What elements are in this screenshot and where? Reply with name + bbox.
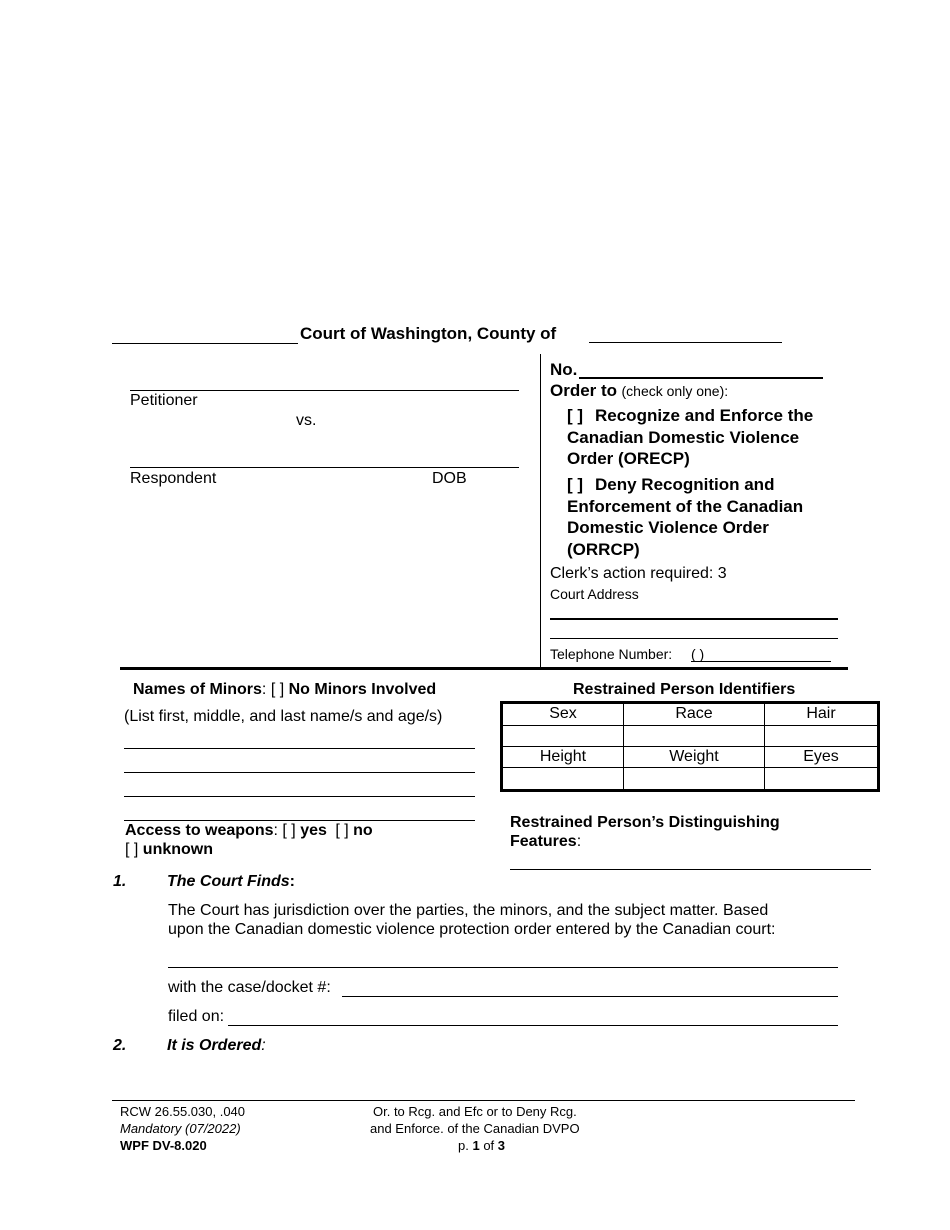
hair-field[interactable] — [765, 725, 879, 746]
county-blank-left[interactable] — [112, 343, 298, 344]
petitioner-name-field[interactable] — [130, 390, 519, 391]
dob-label: DOB — [432, 470, 467, 487]
footer-rule — [112, 1100, 855, 1101]
case-docket-field[interactable] — [342, 996, 838, 997]
section1-title: The Court Finds — [167, 873, 290, 890]
case-number-label: No. — [550, 360, 578, 379]
weapons-no-checkbox[interactable]: [ ] — [335, 822, 349, 839]
telephone-field[interactable] — [691, 661, 831, 662]
section2-heading — [167, 1037, 266, 1055]
section1-body-line1: The Court has jurisdiction over the parties, the minors, and the subject matter. Based — [168, 902, 769, 919]
hair-header: Hair — [765, 703, 879, 726]
section1-number: 1. — [113, 873, 127, 890]
section1-colon: : — [289, 873, 295, 890]
option-deny-line2: Enforcement of the Canadian — [567, 497, 804, 516]
eyes-header: Eyes — [765, 746, 879, 767]
section2-number: 2. — [113, 1037, 127, 1054]
order-to-heading — [550, 381, 728, 401]
section2-title: It is Ordered — [167, 1037, 262, 1054]
footer-page-total: 3 — [497, 1138, 506, 1153]
option-deny-checkbox[interactable]: [ ] — [567, 475, 584, 494]
section2-colon: : — [261, 1037, 266, 1054]
features-label-line2 — [510, 833, 581, 851]
case-number-field[interactable] — [579, 377, 823, 379]
identifiers-title: Restrained Person Identifiers — [573, 681, 796, 698]
court-address-label: Court Address — [550, 586, 639, 602]
weapons-unknown-row — [125, 841, 213, 859]
height-field[interactable] — [502, 768, 624, 791]
footer-page-prefix: p. — [458, 1138, 469, 1153]
no-minors-label: No Minors Involved — [288, 681, 437, 698]
caption-divider — [540, 354, 541, 667]
telephone-label: Telephone Number: — [550, 646, 673, 662]
eyes-field[interactable] — [765, 768, 879, 791]
option-deny-line1: Deny Recognition and — [595, 475, 775, 494]
minor-line-1[interactable] — [124, 748, 475, 749]
features-colon: : — [576, 833, 582, 850]
footer-desc-line1: Or. to Rcg. and Efc or to Deny Rcg. — [373, 1104, 577, 1119]
footer-form-id: WPF DV-8.020 — [120, 1138, 207, 1153]
weight-field[interactable] — [624, 768, 765, 791]
no-minors-checkbox[interactable]: : [ ] — [261, 681, 285, 698]
county-name-field[interactable] — [589, 342, 782, 343]
sex-field[interactable] — [502, 725, 624, 746]
option-deny-line4: (ORRCP) — [567, 540, 640, 559]
weapons-no-label: no — [353, 822, 373, 839]
weapons-unknown-checkbox[interactable]: [ ] — [125, 841, 139, 858]
minor-line-3[interactable] — [124, 796, 475, 797]
petitioner-label: Petitioner — [130, 392, 198, 409]
height-header: Height — [502, 746, 624, 767]
court-order-description-field[interactable] — [168, 967, 838, 968]
minor-line-2[interactable] — [124, 772, 475, 773]
court-title: Court of Washington, County of — [300, 324, 557, 343]
weapons-yes-label: yes — [300, 822, 327, 839]
identifiers-table — [500, 701, 880, 792]
telephone-value: ( ) — [691, 646, 705, 662]
footer-mandatory: Mandatory (07/2022) — [120, 1121, 241, 1136]
option-recognize-line2: Canadian Domestic Violence — [567, 428, 800, 447]
weight-header: Weight — [624, 746, 765, 767]
footer-page — [458, 1138, 505, 1153]
section1-body-line2: upon the Canadian domestic violence protection order entered by the Canadian court: — [168, 921, 776, 938]
vs-label: vs. — [296, 412, 317, 429]
minors-label: Names of Minors — [133, 681, 262, 698]
footer-rcw: RCW 26.55.030, .040 — [120, 1104, 246, 1119]
race-field[interactable] — [624, 725, 765, 746]
sex-header: Sex — [502, 703, 624, 726]
option-recognize-line1: Recognize and Enforce the — [595, 406, 814, 425]
weapons-label: Access to weapons — [125, 822, 274, 839]
caption-bottom-rule — [120, 667, 848, 670]
weapons-row — [125, 822, 373, 840]
minor-line-4[interactable] — [124, 820, 475, 821]
option-deny-line3: Domestic Violence Order — [567, 518, 769, 537]
footer-page-num: 1 — [472, 1138, 480, 1153]
features-label-line1: Restrained Person’s Distinguishing — [510, 814, 780, 831]
order-to-note: (check only one): — [621, 383, 729, 399]
order-to-label: Order to — [550, 381, 618, 400]
features-field[interactable] — [510, 869, 871, 870]
court-address-line2[interactable] — [550, 638, 838, 639]
respondent-label: Respondent — [130, 470, 217, 487]
filed-on-label: filed on: — [168, 1008, 225, 1025]
race-header: Race — [624, 703, 765, 726]
filed-on-field[interactable] — [228, 1025, 838, 1026]
case-docket-label: with the case/docket #: — [168, 979, 331, 996]
respondent-name-field[interactable] — [130, 467, 519, 468]
minors-instruction: (List first, middle, and last name/s and age/s) — [124, 708, 443, 725]
weapons-unknown-label: unknown — [142, 841, 214, 858]
court-address-line1[interactable] — [550, 618, 838, 620]
option-recognize-checkbox[interactable]: [ ] — [567, 406, 584, 425]
weapons-yes-checkbox[interactable]: : [ ] — [273, 822, 296, 839]
footer-desc-line2: and Enforce. of the Canadian DVPO — [370, 1121, 580, 1136]
clerk-action-text: Clerk’s action required: 3 — [550, 565, 727, 582]
minors-heading — [133, 681, 436, 699]
section1-heading — [167, 873, 295, 891]
footer-page-of: of — [483, 1138, 495, 1153]
features-label: Features — [510, 833, 577, 850]
option-recognize-line3: Order (ORECP) — [567, 449, 690, 468]
